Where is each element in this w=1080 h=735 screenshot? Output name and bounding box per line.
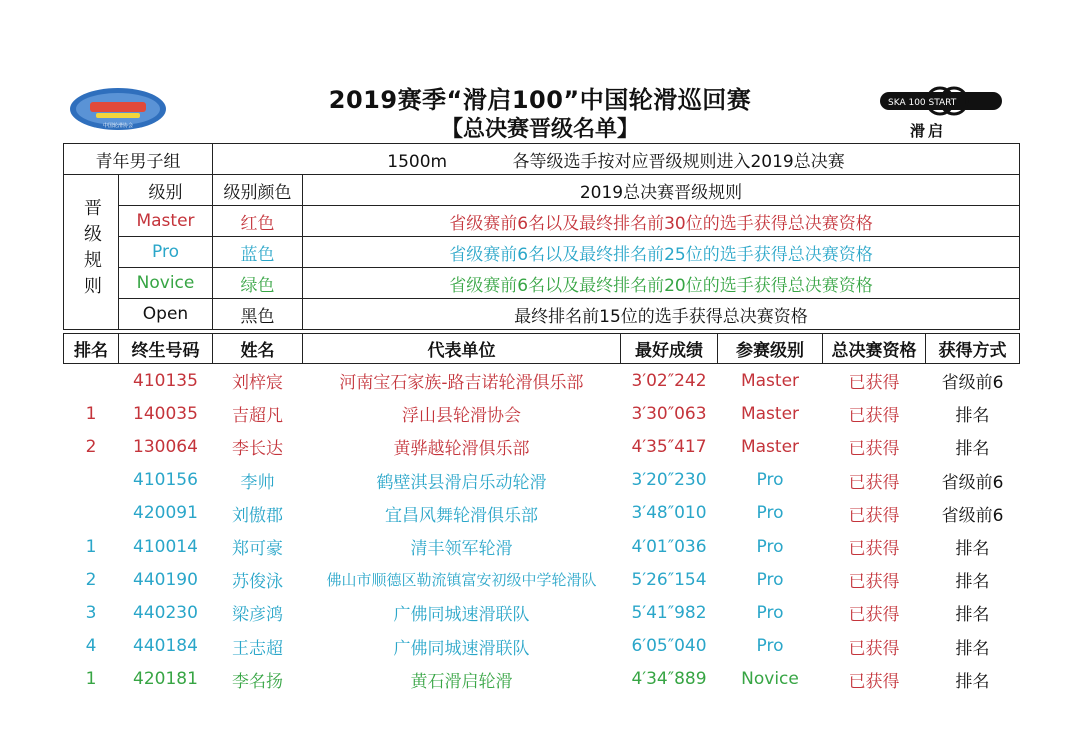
- row-qual: 已获得: [848, 472, 900, 493]
- rules-col-color: 级别颜色: [213, 175, 303, 206]
- rule-row-novice: [64, 268, 1020, 299]
- row-level: Pro: [756, 470, 784, 491]
- row-method: 排名: [955, 539, 990, 560]
- row-best: 5′41″982: [631, 602, 707, 623]
- rule-color-name: 黑色: [213, 299, 303, 330]
- row-qual: 已获得: [848, 605, 900, 626]
- row-best: 3′48″010: [631, 503, 707, 524]
- col-best: 最好成绩: [621, 334, 718, 364]
- rules-table: [63, 143, 1020, 330]
- rule-color-name: 红色: [213, 206, 303, 237]
- row-best: 5′26″154: [631, 569, 707, 590]
- row-best: 3′30″063: [631, 403, 707, 424]
- row-unit: 鹤壁淇县滑启乐动轮滑: [376, 472, 547, 493]
- row-best: 4′01″036: [631, 536, 707, 557]
- row-name: 郑可豪: [232, 539, 283, 560]
- row-id: 410156: [133, 470, 198, 491]
- row-unit: 黄石滑启轮滑: [410, 671, 513, 692]
- rule-level: Novice: [119, 268, 213, 299]
- qualifier-header-row: [64, 334, 1020, 364]
- brand-logo-text: 滑启: [910, 122, 947, 140]
- table-row: [64, 530, 1020, 563]
- document-header: [0, 0, 1080, 145]
- row-rank: 1: [85, 403, 97, 424]
- row-method: 省级前6: [941, 505, 1004, 526]
- rule-text: 最终排名前15位的选手获得总决赛资格: [303, 299, 1020, 330]
- rule-level: Master: [119, 206, 213, 237]
- col-unit: 代表单位: [303, 334, 621, 364]
- row-name: 李长达: [232, 439, 283, 460]
- table-row: [64, 430, 1020, 463]
- row-best: 3′02″242: [631, 370, 707, 391]
- row-qual: 已获得: [848, 406, 900, 427]
- table-row: [64, 630, 1020, 663]
- table-row: [64, 497, 1020, 530]
- row-level: Master: [740, 370, 800, 391]
- row-level: Pro: [756, 503, 784, 524]
- svg-text:SKA 100 START: SKA 100 START: [888, 98, 957, 108]
- qualifier-table: [63, 333, 1020, 696]
- row-id: 440184: [133, 636, 198, 657]
- association-logo: [68, 86, 168, 132]
- row-id: 420181: [133, 669, 198, 690]
- row-level: Master: [740, 436, 800, 457]
- row-rank: [64, 497, 119, 530]
- col-level: 参赛级别: [718, 334, 823, 364]
- col-name: 姓名: [213, 334, 303, 364]
- row-id: 130064: [133, 436, 198, 457]
- row-name: 王志超: [232, 638, 283, 659]
- page-subtitle: 【总决赛晋级名单】: [440, 117, 639, 142]
- row-id: 440230: [133, 602, 198, 623]
- rules-col-level: 级别: [119, 175, 213, 206]
- row-unit: 清丰领军轮滑: [410, 539, 513, 560]
- rules-header-row: [64, 175, 1020, 206]
- row-level: Pro: [756, 636, 784, 657]
- rules-side-label: 晋级规则: [64, 175, 119, 330]
- row-method: 排名: [955, 572, 990, 593]
- table-row: [64, 596, 1020, 629]
- rules-col-rule: 2019总决赛晋级规则: [303, 175, 1020, 206]
- row-qual: 已获得: [848, 638, 900, 659]
- rule-row-open: [64, 299, 1020, 330]
- table-row: [64, 464, 1020, 497]
- row-rank: 3: [85, 602, 97, 623]
- row-qual: 已获得: [848, 373, 900, 394]
- row-rank: 1: [85, 536, 97, 557]
- col-qual: 总决赛资格: [823, 334, 926, 364]
- event-cell: [213, 144, 1020, 175]
- table-row: [64, 563, 1020, 596]
- row-rank: 2: [85, 436, 97, 457]
- row-method: 省级前6: [941, 373, 1004, 394]
- row-level: Master: [740, 403, 800, 424]
- row-rank: [64, 464, 119, 497]
- rule-level: Pro: [119, 237, 213, 268]
- row-qual: 已获得: [848, 439, 900, 460]
- row-name: 苏俊泳: [232, 572, 283, 593]
- row-method: 排名: [955, 605, 990, 626]
- col-id: 终生号码: [119, 334, 213, 364]
- row-rank: 4: [85, 636, 97, 657]
- info-row: [64, 144, 1020, 175]
- row-unit: 浮山县轮滑协会: [402, 406, 521, 427]
- row-unit: 黄骅越轮滑俱乐部: [393, 439, 530, 460]
- row-level: Pro: [756, 602, 784, 623]
- event-distance: 1500m: [387, 151, 448, 172]
- row-method: 排名: [955, 439, 990, 460]
- rule-row-master: [64, 206, 1020, 237]
- row-method: 排名: [955, 638, 990, 659]
- row-unit: 佛山市顺德区勒流镇富安初级中学轮滑队: [326, 571, 597, 590]
- row-name: 吉超凡: [232, 406, 283, 427]
- row-name: 刘傲郡: [232, 505, 283, 526]
- row-method: 排名: [955, 671, 990, 692]
- table-row: [64, 397, 1020, 430]
- row-level: Pro: [756, 536, 784, 557]
- row-unit: 宜昌风舞轮滑俱乐部: [385, 505, 538, 526]
- row-id: 440190: [133, 569, 198, 590]
- row-id: 410014: [133, 536, 198, 557]
- table-row: [64, 364, 1020, 398]
- row-best: 6′05″040: [631, 636, 707, 657]
- row-best: 4′35″417: [631, 436, 707, 457]
- rule-text: 省级赛前6名以及最终排名前30位的选手获得总决赛资格: [303, 206, 1020, 237]
- row-qual: 已获得: [848, 539, 900, 560]
- row-rank: 1: [85, 669, 97, 690]
- rule-text: 省级赛前6名以及最终排名前25位的选手获得总决赛资格: [303, 237, 1020, 268]
- row-qual: 已获得: [848, 505, 900, 526]
- rule-color-name: 绿色: [213, 268, 303, 299]
- row-level: Novice: [741, 669, 799, 690]
- row-method: 省级前6: [941, 472, 1004, 493]
- rule-row-pro: [64, 237, 1020, 268]
- row-id: 420091: [133, 503, 198, 524]
- brand-logo: [880, 84, 1002, 138]
- rule-level: Open: [119, 299, 213, 330]
- rule-text: 省级赛前6名以及最终排名前20位的选手获得总决赛资格: [303, 268, 1020, 299]
- row-unit: 广佛同城速滑联队: [393, 638, 530, 659]
- row-name: 梁彦鸿: [232, 605, 283, 626]
- table-row: [64, 663, 1020, 696]
- col-rank: 排名: [64, 334, 119, 364]
- row-name: 李帅: [240, 472, 275, 493]
- row-method: 排名: [955, 406, 990, 427]
- event-note: 各等级选手按对应晋级规则进入2019总决赛: [512, 151, 845, 172]
- row-qual: 已获得: [848, 671, 900, 692]
- svg-text:中国轮滑协会: 中国轮滑协会: [102, 123, 134, 129]
- group-cell: 青年男子组: [64, 144, 213, 175]
- row-id: 410135: [133, 370, 198, 391]
- row-id: 140035: [133, 403, 198, 424]
- row-name: 刘梓宸: [232, 373, 283, 394]
- row-name: 李名扬: [232, 671, 283, 692]
- row-best: 4′34″889: [631, 669, 707, 690]
- row-rank: [64, 364, 119, 398]
- row-unit: 河南宝石家族-路吉诺轮滑俱乐部: [339, 373, 584, 394]
- row-best: 3′20″230: [631, 470, 707, 491]
- row-qual: 已获得: [848, 572, 900, 593]
- row-rank: 2: [85, 569, 97, 590]
- row-level: Pro: [756, 569, 784, 590]
- rule-color-name: 蓝色: [213, 237, 303, 268]
- row-unit: 广佛同城速滑联队: [393, 605, 530, 626]
- col-method: 获得方式: [926, 334, 1020, 364]
- page-title: 2019赛季“滑启100”中国轮滑巡回赛: [328, 86, 752, 114]
